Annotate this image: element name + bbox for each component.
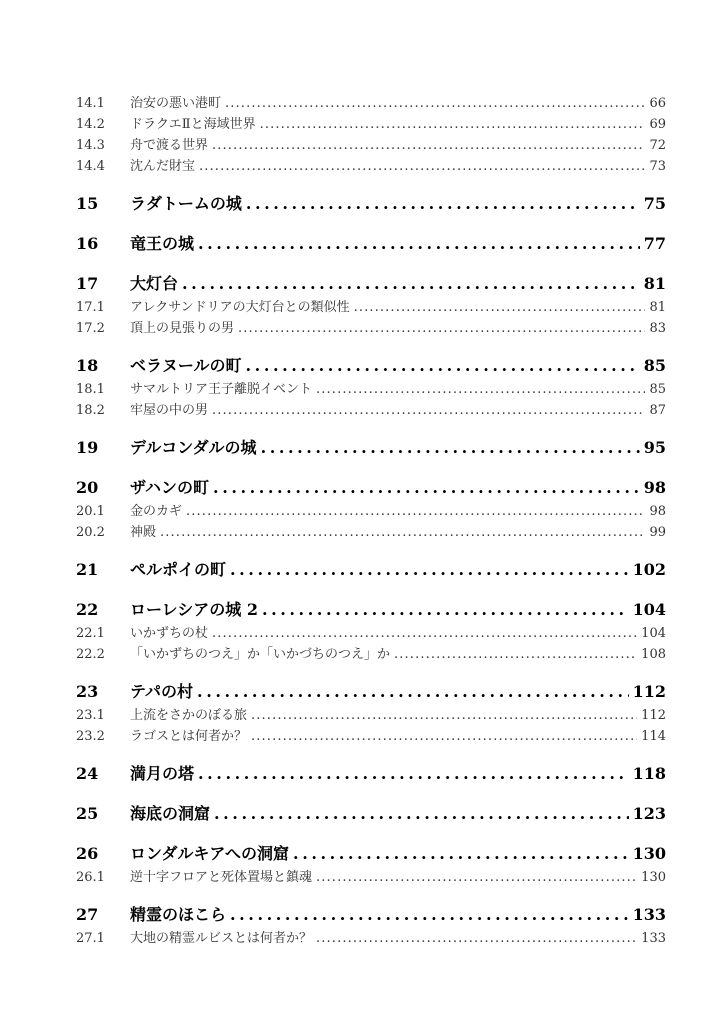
dot-leader — [197, 679, 629, 705]
toc-chapter-entry[interactable] — [76, 761, 666, 787]
toc-entry-number: 23 — [76, 682, 99, 701]
toc-entry-page-number: 75 — [643, 194, 666, 213]
dot-leader — [230, 557, 629, 583]
toc-entry-page-number: 130 — [641, 870, 666, 885]
toc-section-entry[interactable] — [76, 644, 666, 665]
toc-entry-number: 26.1 — [76, 870, 105, 885]
toc-entry-page-number: 99 — [649, 525, 666, 540]
dot-leader — [293, 841, 629, 867]
toc-entry-page-number: 123 — [632, 804, 666, 823]
dot-leader — [238, 318, 645, 339]
toc-entry-title: アレクサンドリアの大灯台との類似性 — [130, 300, 350, 315]
dot-leader — [316, 379, 645, 400]
dot-leader — [160, 522, 645, 543]
toc-entry-page-number: 118 — [632, 764, 666, 783]
toc-entry-title: サマルトリア王子離脱イベント — [130, 382, 313, 397]
toc-entry-number: 18.1 — [76, 382, 105, 397]
toc-entry-title: 舟で渡る世界 — [130, 138, 209, 153]
dot-leader — [246, 353, 640, 379]
toc-entry-number: 22.2 — [76, 647, 105, 662]
toc-entry-title: 神殿 — [130, 525, 157, 540]
toc-entry-page-number: 81 — [649, 300, 666, 315]
toc-entry-page-number: 112 — [632, 682, 666, 701]
dot-leader — [251, 726, 637, 747]
toc-entry-number: 18.2 — [76, 403, 105, 418]
dot-leader — [213, 475, 640, 501]
toc-entry-title: ローレシアの城 2 — [130, 600, 258, 619]
toc-section-entry[interactable] — [76, 501, 666, 522]
toc-section-entry[interactable] — [76, 623, 666, 644]
dot-leader — [394, 644, 637, 665]
toc-section-entry[interactable] — [76, 297, 666, 318]
toc-entry-title: 金のカギ — [130, 504, 183, 519]
toc-entry-page-number: 66 — [649, 96, 666, 111]
toc-entry-number: 24 — [76, 764, 99, 783]
toc-chapter-entry[interactable] — [76, 597, 666, 623]
toc-entry-title: 海底の洞窟 — [130, 804, 211, 823]
toc-section-entry[interactable] — [76, 93, 666, 114]
toc-entry-page-number: 112 — [641, 708, 666, 723]
toc-chapter-entry[interactable] — [76, 679, 666, 705]
dot-leader — [198, 761, 629, 787]
toc-entry-number: 26 — [76, 844, 99, 863]
toc-chapter-entry[interactable] — [76, 271, 666, 297]
dot-leader — [186, 501, 645, 522]
toc-section-entry[interactable] — [76, 156, 666, 177]
toc-chapter-entry[interactable] — [76, 902, 666, 928]
toc-entry-title: ラゴスとは何者か？ — [130, 729, 248, 744]
toc-section-entry[interactable] — [76, 400, 666, 421]
dot-leader — [262, 597, 629, 623]
toc-entry-page-number: 95 — [643, 438, 666, 457]
toc-entry-title: ペルポイの町 — [130, 560, 227, 579]
toc-entry-page-number: 77 — [643, 234, 666, 253]
toc-entry-title: 上流をさかのぼる旅 — [130, 708, 248, 723]
toc-entry-page-number: 114 — [641, 729, 666, 744]
toc-entry-page-number: 133 — [641, 931, 666, 946]
toc-section-entry[interactable] — [76, 726, 666, 747]
toc-entry-title: 沈んだ財宝 — [130, 159, 196, 174]
dot-leader — [214, 801, 629, 827]
dot-leader — [182, 271, 640, 297]
toc-entry-title: デルコンダルの城 — [130, 438, 257, 457]
toc-entry-number: 20.2 — [76, 525, 105, 540]
toc-section-entry[interactable] — [76, 705, 666, 726]
dot-leader — [354, 297, 646, 318]
toc-entry-title: 頂上の見張りの男 — [130, 321, 235, 336]
toc-chapter-entry[interactable] — [76, 191, 666, 217]
toc-chapter-entry[interactable] — [76, 475, 666, 501]
toc-entry-title: ベラヌールの町 — [130, 356, 242, 375]
toc-entry-number: 14.3 — [76, 138, 105, 153]
dot-leader — [199, 156, 645, 177]
toc-entry-title: 治安の悪い港町 — [130, 96, 222, 111]
toc-chapter-entry[interactable] — [76, 231, 666, 257]
toc-entry-title: 「いかずちのつえ」か「いかづちのつえ」か — [130, 647, 391, 662]
dot-leader — [225, 93, 645, 114]
toc-entry-title: 大地の精霊ルビスとは何者か？ — [130, 931, 313, 946]
toc-section-entry[interactable] — [76, 522, 666, 543]
toc-entry-title: ザハンの町 — [130, 478, 210, 497]
toc-entry-number: 19 — [76, 438, 99, 457]
toc-entry-number: 20.1 — [76, 504, 105, 519]
toc-entry-number: 20 — [76, 478, 99, 497]
toc-entry-title: 逆十字フロアと死体置場と鎮魂 — [130, 870, 313, 885]
toc-entry-page-number: 81 — [643, 274, 666, 293]
toc-entry-page-number: 98 — [649, 504, 666, 519]
toc-section-entry[interactable] — [76, 928, 666, 949]
toc-entry-number: 14.4 — [76, 159, 105, 174]
dot-leader — [260, 114, 646, 135]
dot-leader — [316, 928, 637, 949]
toc-entry-title: テパの村 — [130, 682, 194, 701]
dot-leader — [212, 135, 645, 156]
toc-entry-number: 25 — [76, 804, 99, 823]
table-of-contents — [76, 93, 666, 949]
toc-entry-title: ロンダルキアへの洞窟 — [130, 844, 290, 863]
toc-section-entry[interactable] — [76, 379, 666, 400]
toc-entry-title: 竜王の城 — [130, 234, 195, 253]
toc-entry-title: いかずちの杖 — [130, 626, 209, 641]
dot-leader — [261, 435, 640, 461]
dot-leader — [212, 400, 645, 421]
toc-entry-number: 16 — [76, 234, 99, 253]
toc-entry-number: 17.2 — [76, 321, 105, 336]
dot-leader — [198, 231, 640, 257]
toc-entry-title: 満月の塔 — [130, 764, 195, 783]
toc-entry-number: 14.2 — [76, 117, 105, 132]
toc-section-entry[interactable] — [76, 318, 666, 339]
toc-entry-title: 精霊のほこら — [130, 905, 227, 924]
dot-leader — [246, 191, 640, 217]
toc-section-entry[interactable] — [76, 114, 666, 135]
toc-entry-number: 22 — [76, 600, 99, 619]
dot-leader — [251, 705, 637, 726]
toc-entry-number: 18 — [76, 356, 99, 375]
toc-entry-number: 23.1 — [76, 708, 105, 723]
toc-entry-number: 22.1 — [76, 626, 105, 641]
toc-chapter-entry[interactable] — [76, 801, 666, 827]
toc-entry-number: 17 — [76, 274, 99, 293]
toc-entry-page-number: 102 — [632, 560, 666, 579]
toc-entry-title: 大灯台 — [130, 274, 179, 293]
toc-entry-title: 牢屋の中の男 — [130, 403, 209, 418]
toc-entry-page-number: 104 — [641, 626, 666, 641]
toc-entry-page-number: 73 — [649, 159, 666, 174]
toc-entry-number: 17.1 — [76, 300, 105, 315]
toc-entry-page-number: 104 — [632, 600, 666, 619]
toc-entry-page-number: 85 — [643, 356, 666, 375]
toc-entry-page-number: 130 — [632, 844, 666, 863]
dot-leader — [212, 623, 637, 644]
toc-entry-number: 15 — [76, 194, 99, 213]
toc-entry-page-number: 108 — [641, 647, 666, 662]
toc-entry-page-number: 83 — [649, 321, 666, 336]
toc-entry-page-number: 85 — [649, 382, 666, 397]
toc-entry-page-number: 87 — [649, 403, 666, 418]
toc-entry-page-number: 98 — [643, 478, 666, 497]
toc-entry-page-number: 72 — [649, 138, 666, 153]
toc-entry-page-number: 133 — [632, 905, 666, 924]
dot-leader — [316, 867, 637, 888]
toc-chapter-entry[interactable] — [76, 435, 666, 461]
toc-entry-number: 27.1 — [76, 931, 105, 946]
toc-entry-number: 27 — [76, 905, 99, 924]
toc-section-entry[interactable] — [76, 867, 666, 888]
toc-entry-number: 21 — [76, 560, 99, 579]
toc-entry-page-number: 69 — [649, 117, 666, 132]
toc-chapter-entry[interactable] — [76, 841, 666, 867]
toc-entry-title: ラダトームの城 — [130, 194, 242, 213]
toc-chapter-entry[interactable] — [76, 557, 666, 583]
toc-entry-number: 23.2 — [76, 729, 105, 744]
toc-section-entry[interactable] — [76, 135, 666, 156]
dot-leader — [230, 902, 629, 928]
toc-entry-number: 14.1 — [76, 96, 105, 111]
toc-chapter-entry[interactable] — [76, 353, 666, 379]
toc-entry-title: ドラクエⅡと海域世界 — [130, 117, 256, 132]
